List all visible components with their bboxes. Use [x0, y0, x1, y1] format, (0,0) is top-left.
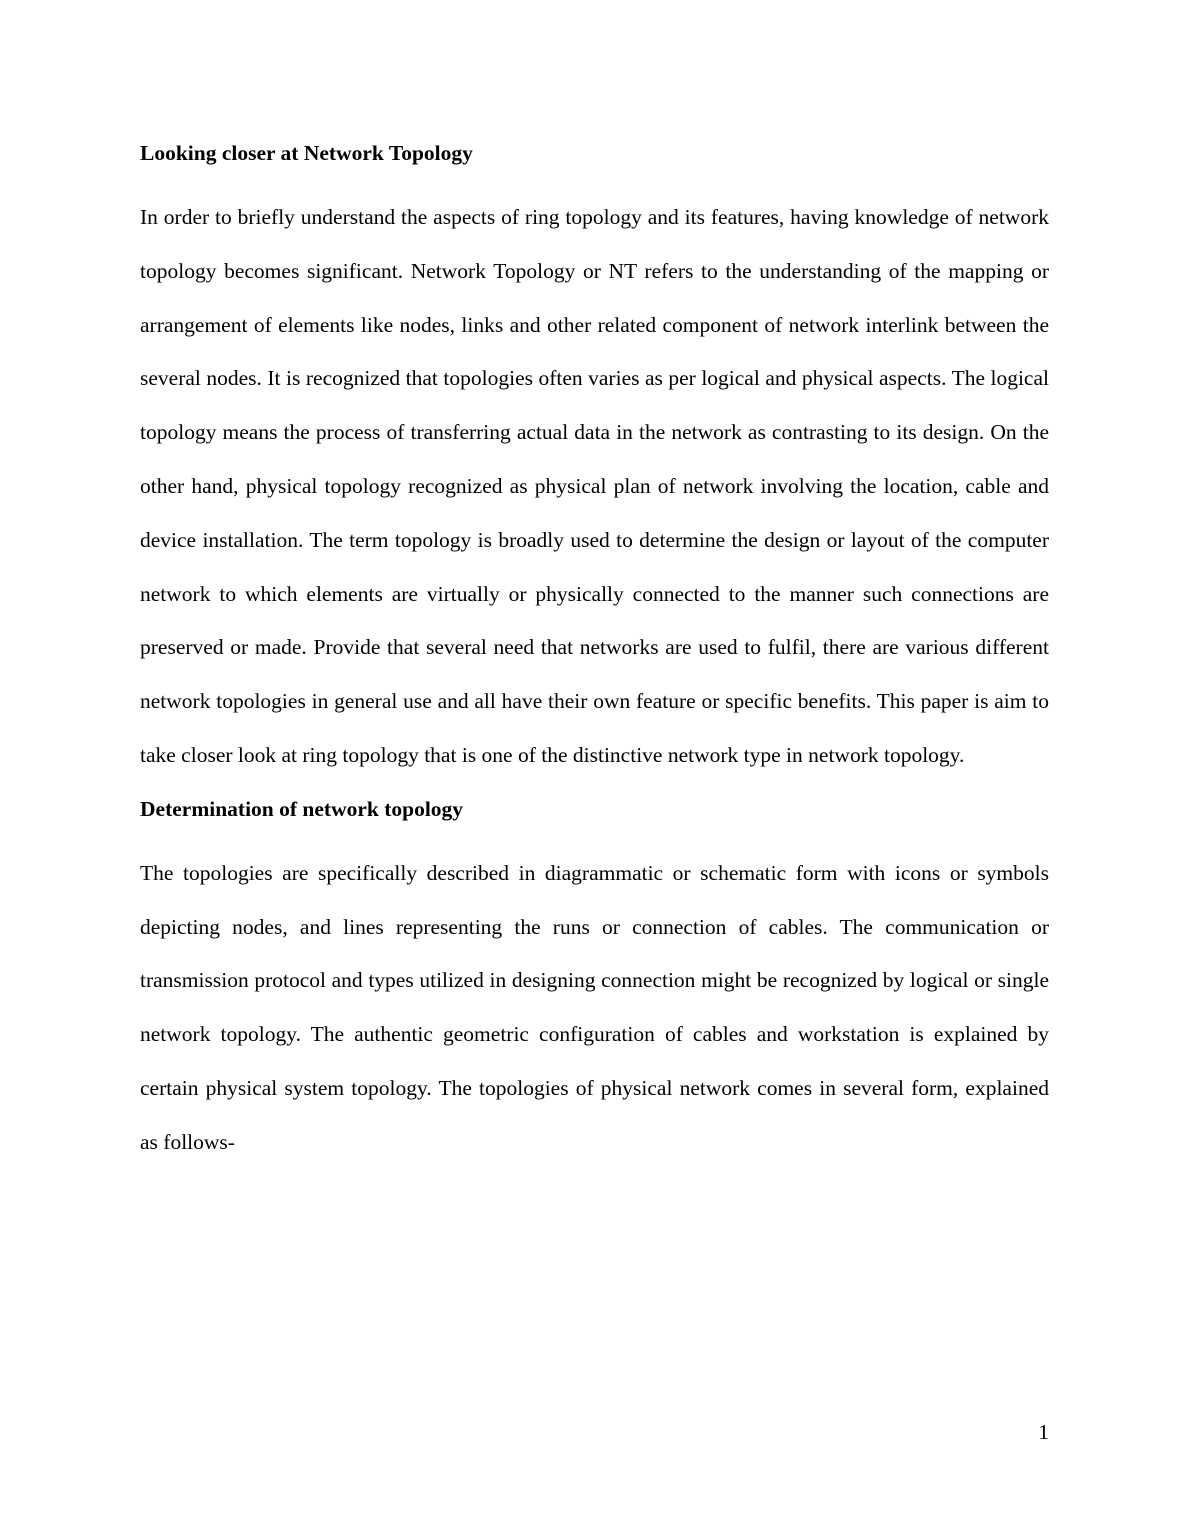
section-heading: Looking closer at Network Topology	[140, 141, 473, 165]
section-heading: Determination of network topology	[140, 796, 464, 821]
body-paragraph: In order to briefly understand the aspects of ring topology and its features, having knowledge of network topology becomes significant. Network Topology or NT refers to the understanding of the mapping or arrangement of elements like nodes, links and other related component of network interlink between the several nodes. It is recognized that topologies often varies as per logical and physical aspects. The logical topology means the process of transferring actual data in the network as contrasting to its design. On the other hand, physical topology recognized as physical plan of network involving the location, cable and device installation. The term topology is broadly used to determine the design or layout of the computer network to which elements are virtually or physically connected to the manner such connections are preserved or made. Provide that several need that networks are used to fulfil, there are various different network topologies in general use and all have their own feature or specific benefits. This paper is aim to take closer look at ring topology that is one of the distinctive network type in network topology.	[140, 205, 1049, 767]
body-paragraph: The topologies are specifically described in diagrammatic or schematic form with icons or symbols depicting nodes, and lines representing the runs or connection of cables. The communication or transmission protocol and types utilized in designing connection might be recognized by logical or single network topology. The authentic geometric configuration of cables and workstation is explained by certain physical system topology. The topologies of physical network comes in several form, explained as follows-	[140, 860, 1049, 1154]
page-number: 1	[1038, 1420, 1049, 1444]
document-body	[140, 137, 1049, 1170]
